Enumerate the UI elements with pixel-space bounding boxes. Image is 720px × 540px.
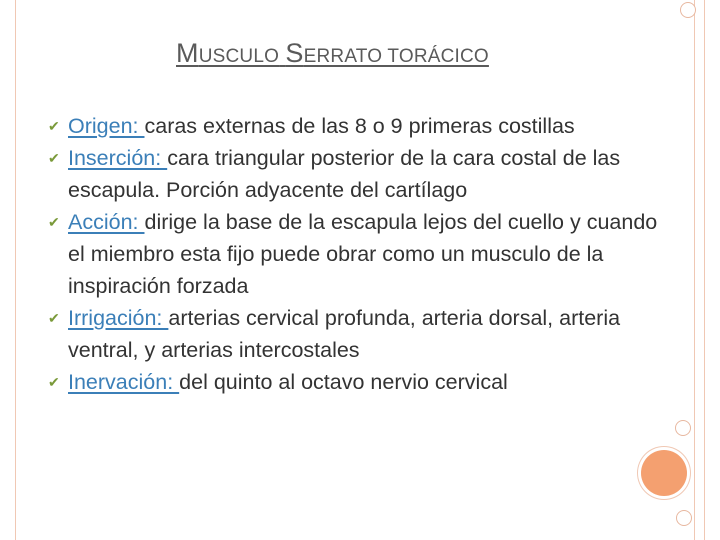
border-line-left — [15, 0, 16, 540]
item-label: Irrigación: — [68, 306, 169, 330]
border-line-right-inner — [694, 0, 695, 540]
list-item-irrigacion — [48, 302, 678, 366]
title-rest-2: ERRATO TORÁCICO — [303, 46, 489, 67]
title-rest-1: USCULO — [198, 46, 280, 67]
item-text: del quinto al octavo nervio cervical — [179, 370, 508, 394]
list-item-inervacion — [48, 366, 678, 398]
bullet-list — [48, 110, 678, 398]
item-label: Origen: — [68, 114, 145, 138]
list-item-insercion — [48, 142, 678, 206]
checkmark-v-bullet-icon: ✔ — [48, 374, 60, 390]
item-label: Acción: — [68, 210, 145, 234]
border-line-right-outer — [704, 0, 705, 540]
item-text: cara triangular posterior de la cara costal de las escapula. Porción adyacente del cartílago — [68, 146, 621, 202]
item-text: arterias cervical profunda, arteria dorsal, arteria ventral, y arterias intercostales — [68, 306, 621, 362]
checkmark-v-bullet-icon: ✔ — [48, 310, 60, 326]
title-cap-1: M — [176, 38, 199, 68]
checkmark-v-bullet-icon: ✔ — [48, 150, 60, 166]
decorative-circle-middle — [675, 420, 691, 436]
decorative-circle-accent — [641, 450, 687, 496]
slide-title — [176, 38, 489, 69]
item-text: dirige la base de la escapula lejos del cuello y cuando el miembro esta fijo puede obrar como un musculo de la inspiración forzada — [68, 210, 658, 298]
checkmark-v-bullet-icon: ✔ — [48, 118, 60, 134]
decorative-circle-top — [680, 2, 696, 18]
list-item-origen — [48, 110, 678, 142]
checkmark-v-bullet-icon: ✔ — [48, 214, 60, 230]
item-text: caras externas de las 8 o 9 primeras costillas — [144, 114, 575, 138]
title-cap-2: S — [285, 38, 304, 68]
item-label: Inserción: — [68, 146, 168, 170]
item-label: Inervación: — [68, 370, 180, 394]
decorative-circle-bottom — [676, 510, 692, 526]
list-item-accion — [48, 206, 678, 302]
